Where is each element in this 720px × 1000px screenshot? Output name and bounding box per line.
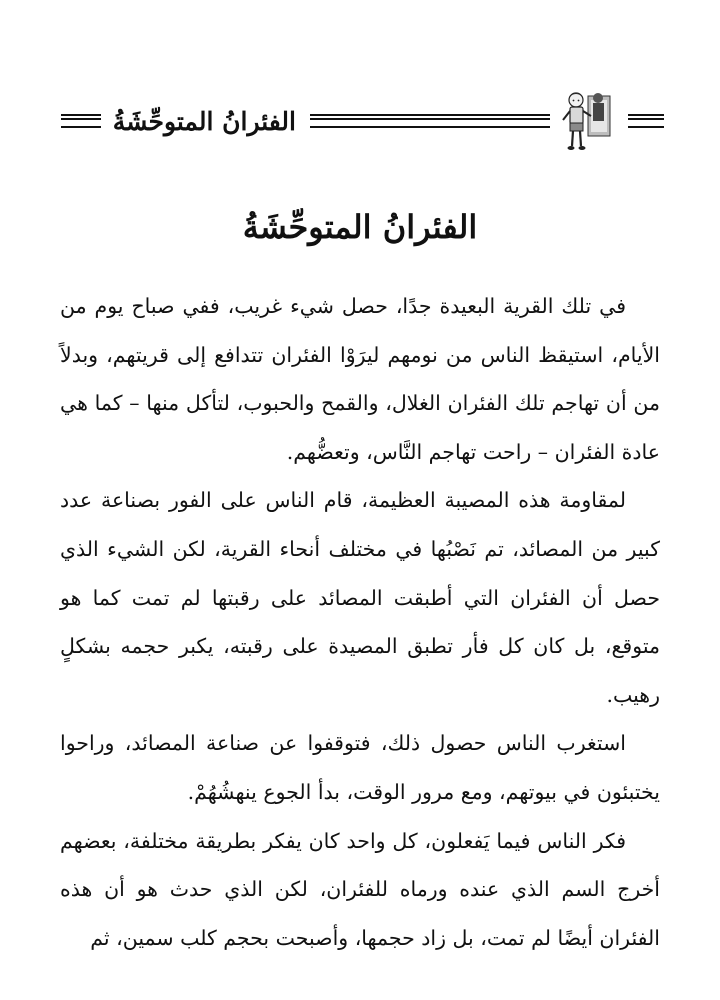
- boy-illustration-icon: [558, 86, 618, 156]
- paragraph: فكر الناس فيما يَفعلون، كل واحد كان يفكر بطريقة مختلفة، بعضهم أخرج السم الذي عنده ورماه للفئران، لكن الذي حدث هو أن هذه الفئران أيضًا لم تمت، بل زاد حجمها، وأصبحت بحجم كلب سمين، ثم: [60, 828, 660, 950]
- header-rule-middle: [310, 114, 550, 128]
- paragraph: استغرب الناس حصول ذلك، فتوقفوا عن صناعة المصائد، وراحوا يختبئون في بيوتهم، ومع مرور الوقت، بدأ الجوع ينهشُهُمْ.: [60, 731, 660, 804]
- paragraph: في تلك القرية البعيدة جدًا، حصل شيء غريب، ففي صباح يوم من الأيام، استيقظ الناس من نومهم ليرَوْا الفئران تتدافع إلى قريتهم، وبدلاً من أن تهاجم تلك الفئران الغلال، والقمح والحبوب، لتأكل منها – كما هي عادة الفئران – راحت تهاجم النَّاس، وتعضُّهم.: [60, 294, 660, 464]
- story-title: الفئرانُ المتوحِّشَةُ: [242, 208, 478, 246]
- header-rule-right: [628, 114, 664, 128]
- page-header: [56, 86, 664, 156]
- running-header-title: الفئرانُ المتوحِّشَةُ: [112, 106, 296, 136]
- story-body: [60, 282, 660, 962]
- header-rule-left: [61, 114, 101, 128]
- paragraph: لمقاومة هذه المصيبة العظيمة، قام الناس على الفور بصناعة عدد كبير من المصائد، تم نَصْبُها في مختلف أنحاء القرية، لكن الشيء الذي حصل أن الفئران التي أطبقت المصائد على رقبتها لم تمت كما هو متوقع، بل كان كل فأر تطبق المصيدة على رقبته، يكبر حجمه بشكلٍ رهيب.: [60, 488, 660, 707]
